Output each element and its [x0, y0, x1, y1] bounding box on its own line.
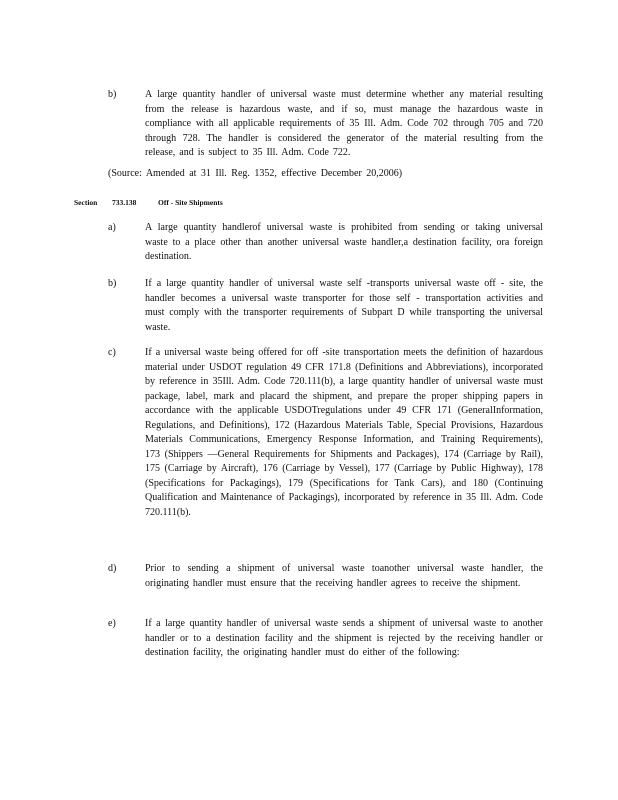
- paragraph-marker: a): [108, 222, 116, 233]
- paragraph-text: If a universal waste being offered for off -site transportation meets the definition of hazardous material under USDOT regulation 49 CFR 171.8 (Definitions and Abbreviations), incorporated by reference in 35Ill. Adm. Code 720.111(b), a large quantity handler of universal waste must package, label, mark and placard the shipment, and prepare the proper shipping papers in accordance with the applicable USDOTregulations under 49 CFR 171 (GeneralInformation, Regulations, and Definitions), 172 (Hazardous Materials Table, Special Provisions, Hazardous Materials Communications, Emergency Response Information, and Training Requirements), 173 (Shippers —General Requirements for Shipments and Packages), 174 (Carriage by Rail), 175 (Carriage by Aircraft), 176 (Carriage by Vessel), 177 (Carriage by Public Highway), 178 (Specifications for Packagings), 179 (Specifications for Tank Cars), and 180 (Continuing Qualification and Maintenance of Packagings), incorporated by reference in 35 Ill. Adm. Code 720.111(b).: [145, 347, 543, 518]
- paragraph-text: A large quantity handlerof universal waste is prohibited from sending or taking universal waste to a place other than another universal waste handler,a destination facility, ora foreign destination.: [145, 222, 543, 262]
- section-number: 733.138: [112, 198, 137, 207]
- paragraph-text: If a large quantity handler of universal waste sends a shipment of universal waste to another handler or to a destination facility and the shipment is rejected by the receiving handler or destination facility, the originating handler must do either of the following:: [145, 618, 543, 658]
- paragraph-marker: b): [108, 89, 117, 100]
- paragraph-marker: c): [108, 347, 116, 358]
- section-title: Off - Site Shipments: [158, 198, 223, 207]
- section-label: Section: [74, 198, 98, 207]
- paragraph-marker: e): [108, 618, 116, 629]
- paragraph-text: Prior to sending a shipment of universal waste toanother universal waste handler, the originating handler must ensure that the receiving handler agrees to receive the shipment.: [145, 563, 543, 589]
- paragraph-marker: d): [108, 563, 117, 574]
- paragraph-text: A large quantity handler of universal waste must determine whether any material resulting from the release is hazardous waste, and if so, must manage the hazardous waste in compliance with all applicable requirements of 35 Ill. Adm. Code 702 through 705 and 720 through 728. The handler is considered the generator of the material resulting from the release, and is subject to 35 Ill. Adm. Code 722.: [145, 89, 543, 158]
- paragraph-text: If a large quantity handler of universal waste self -transports universal waste off - site, the handler becomes a universal waste transporter for those self - transportation activities and must comply with the transporter requirements of Subpart D while transporting the universal waste.: [145, 278, 543, 333]
- paragraph-marker: b): [108, 278, 117, 289]
- source-note: (Source: Amended at 31 Ill. Reg. 1352, effective December 20,2006): [108, 168, 403, 179]
